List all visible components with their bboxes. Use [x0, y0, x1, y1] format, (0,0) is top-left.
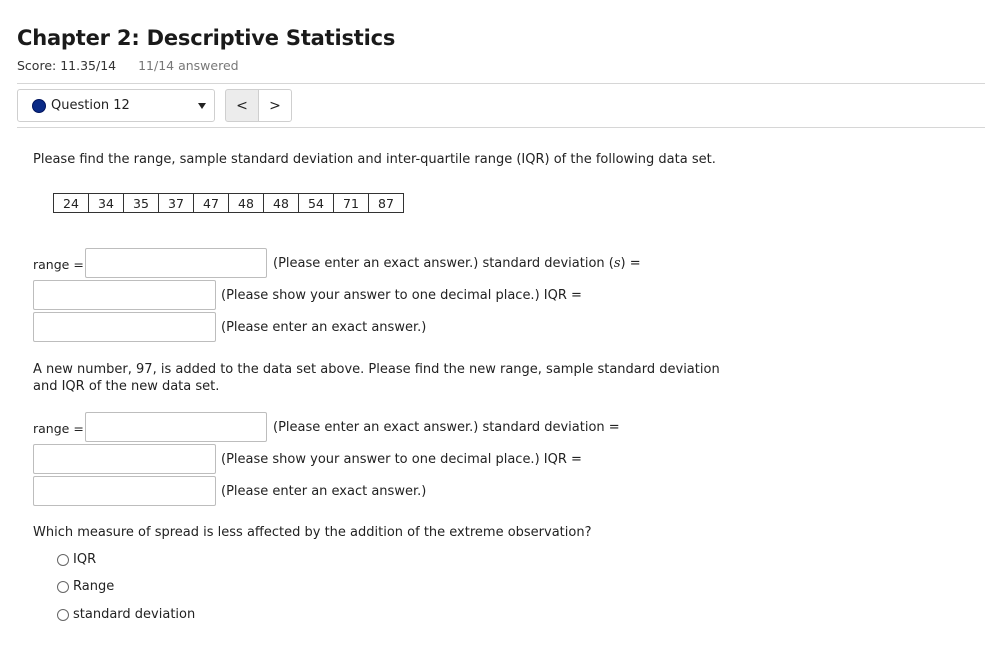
radio-button[interactable]	[57, 609, 69, 621]
data-cell: 24	[54, 194, 89, 213]
divider	[17, 83, 985, 84]
option-label: IQR	[73, 552, 97, 567]
range-input[interactable]	[85, 248, 267, 278]
option-standard-deviation[interactable]	[57, 607, 195, 622]
sd-symbol: s	[613, 256, 621, 271]
data-cell: 47	[194, 194, 229, 213]
status-dot-icon	[32, 99, 46, 113]
divider	[17, 127, 985, 128]
radio-button[interactable]	[57, 554, 69, 566]
question-prompt-3: Which measure of spread is less affected by the addition of the extreme observation?	[33, 525, 592, 540]
data-cell: 48	[229, 194, 264, 213]
question-prompt-2: A new number, 97, is added to the data set above. Please find the new range, sample standard deviation and IQR of the new data set.	[33, 362, 720, 394]
new-iqr-input[interactable]	[33, 476, 216, 506]
new-sd-hint: (Please show your answer to one decimal place.) IQR =	[221, 452, 582, 467]
data-cell: 71	[334, 194, 369, 213]
data-cell: 37	[159, 194, 194, 213]
previous-question-button[interactable]: <	[225, 89, 259, 122]
data-set-table	[53, 193, 404, 213]
data-cell: 34	[89, 194, 124, 213]
score-text: Score: 11.35/14	[17, 58, 117, 73]
new-range-input[interactable]	[85, 412, 267, 442]
data-cell: 35	[124, 194, 159, 213]
new-sd-input[interactable]	[33, 444, 216, 474]
sd-hint: (Please show your answer to one decimal place.) IQR =	[221, 288, 582, 303]
option-range[interactable]	[57, 579, 114, 594]
range-hint-text: (Please enter an exact answer.) standard deviation (	[273, 256, 614, 271]
new-range-hint: (Please enter an exact answer.) standard deviation =	[273, 420, 620, 435]
data-cell: 48	[264, 194, 299, 213]
caret-down-icon	[198, 103, 206, 109]
data-cell: 87	[369, 194, 404, 213]
sd-input[interactable]	[33, 280, 216, 310]
new-iqr-hint: (Please enter an exact answer.)	[221, 484, 427, 499]
range-label: range =	[33, 257, 84, 272]
option-label: Range	[73, 579, 115, 594]
radio-button[interactable]	[57, 581, 69, 593]
answered-count: 11/14 answered	[138, 58, 239, 73]
page-title: Chapter 2: Descriptive Statistics	[17, 26, 396, 50]
sd-close: ) =	[620, 256, 641, 271]
score-row	[17, 58, 239, 73]
next-question-button[interactable]: >	[258, 89, 292, 122]
option-iqr[interactable]	[57, 552, 96, 567]
iqr-hint: (Please enter an exact answer.)	[221, 320, 427, 335]
data-cell: 54	[299, 194, 334, 213]
new-range-label: range =	[33, 421, 84, 436]
question-select-label: Question 12	[51, 98, 130, 113]
option-label: standard deviation	[73, 607, 196, 622]
iqr-input[interactable]	[33, 312, 216, 342]
range-hint	[273, 256, 641, 271]
question-prompt: Please find the range, sample standard deviation and inter-quartile range (IQR) of the following data set.	[33, 152, 716, 167]
question-select[interactable]	[17, 89, 215, 122]
